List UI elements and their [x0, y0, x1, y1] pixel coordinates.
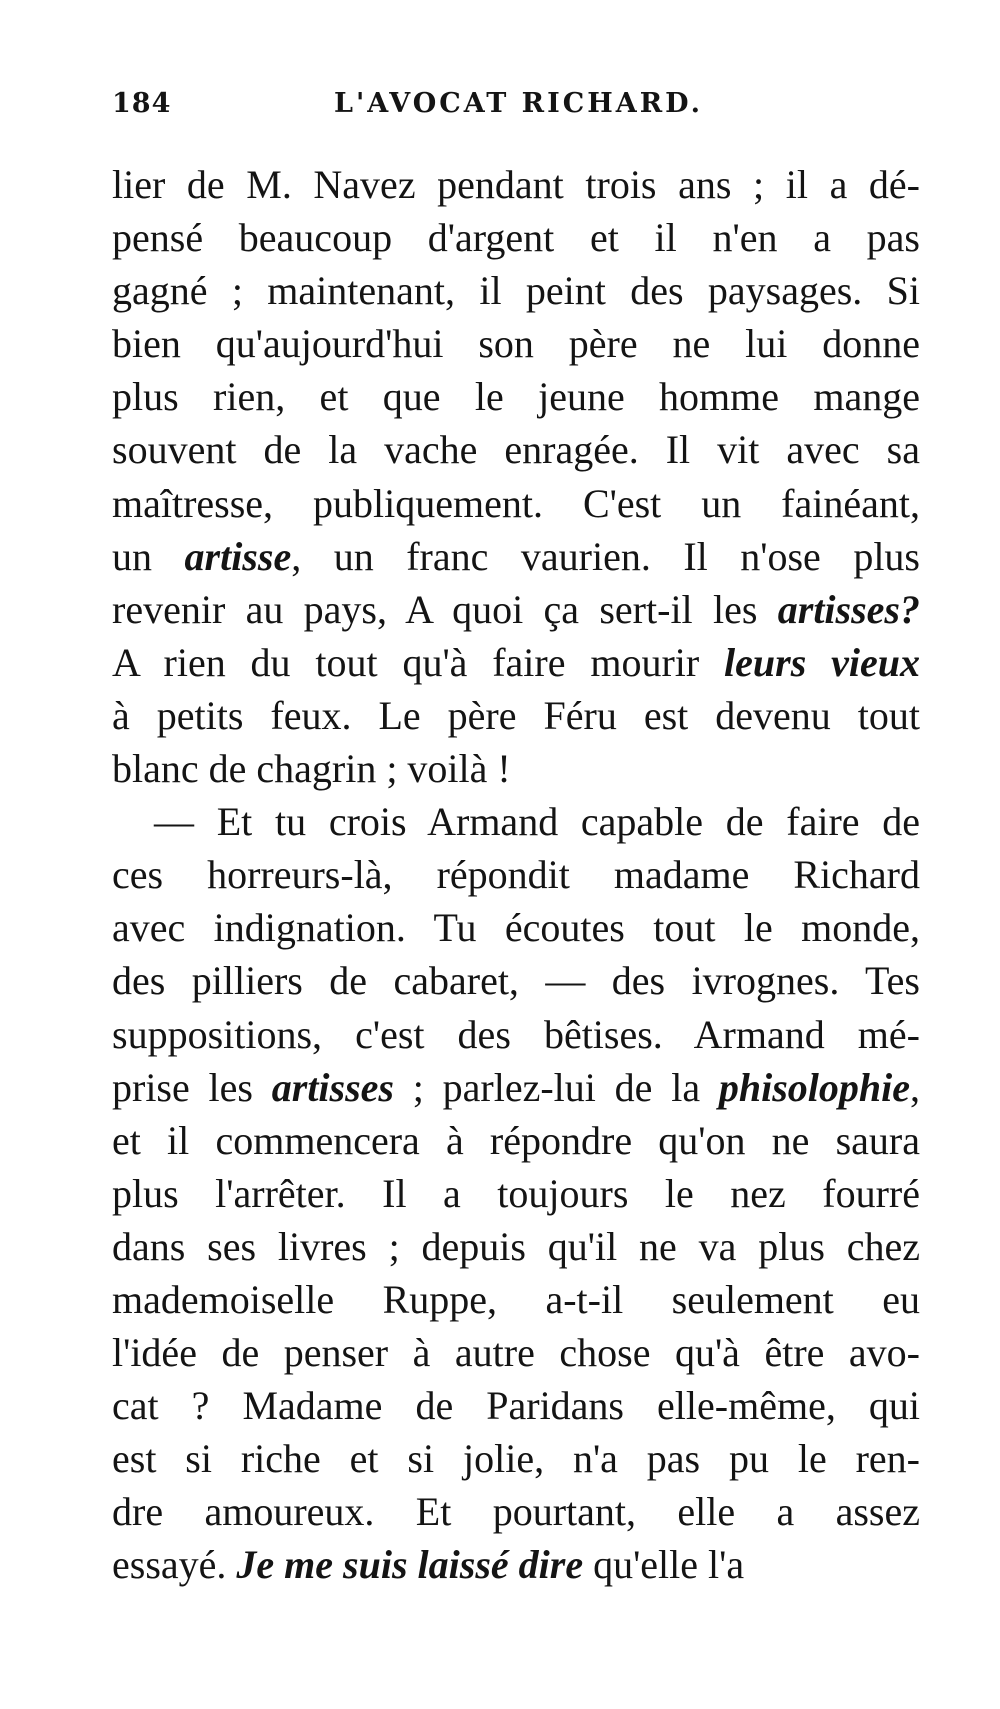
text-segment: suppositions, c'est des bêtises. Armand mé- — [112, 1011, 920, 1057]
italic-text: phisolophie — [718, 1064, 911, 1110]
text-line — [112, 370, 920, 423]
text-segment: et il commencera à répondre qu'on ne saura — [112, 1117, 920, 1163]
text-line — [112, 795, 920, 848]
text-line — [112, 1167, 920, 1220]
text-line — [112, 423, 920, 476]
text-segment: des pilliers de cabaret, — des ivrognes. Tes — [112, 958, 920, 1004]
text-segment: lier de M. Navez pendant trois ans ; il a dé- — [112, 162, 920, 207]
text-line — [112, 1061, 920, 1114]
text-line — [112, 211, 920, 264]
text-segment: essayé. — [112, 1542, 237, 1588]
text-line — [112, 264, 920, 317]
text-line — [112, 1008, 920, 1061]
italic-text: artisses — [271, 1064, 394, 1110]
text-segment: ces horreurs-là, répondit madame Richard — [112, 852, 920, 898]
italic-text: leurs vieux — [724, 639, 920, 685]
text-line — [112, 689, 920, 742]
text-line — [112, 742, 920, 795]
text-line — [112, 1326, 920, 1379]
text-segment: souvent de la vache enragée. Il vit avec sa — [112, 427, 920, 473]
text-segment: à petits feux. Le père Féru est devenu tout — [112, 692, 920, 738]
body-text — [112, 158, 920, 1592]
text-line — [112, 636, 920, 689]
page-number: 184 — [112, 88, 172, 119]
text-segment: l'idée de penser à autre chose qu'à être avo- — [112, 1330, 920, 1376]
text-line — [112, 954, 920, 1007]
text-segment: cat ? Madame de Paridans elle-même, qui — [112, 1383, 920, 1429]
text-segment: , — [910, 1064, 920, 1110]
text-segment: maîtresse, publiquement. C'est un fainéant, — [112, 480, 920, 526]
text-line — [112, 1379, 920, 1432]
text-line — [112, 158, 920, 211]
text-segment: plus rien, et que le jeune homme mange — [112, 374, 920, 420]
running-title: L'AVOCAT RICHARD. — [334, 88, 703, 119]
text-segment: gagné ; maintenant, il peint des paysages. Si — [112, 268, 920, 314]
text-line — [112, 1538, 920, 1591]
text-segment: dre amoureux. Et pourtant, elle a assez — [112, 1489, 920, 1535]
text-line — [112, 317, 920, 370]
text-line — [112, 477, 920, 530]
text-line — [112, 530, 920, 583]
text-segment: , un franc vaurien. Il n'ose plus — [291, 533, 920, 579]
text-segment: ; parlez-lui de la — [394, 1064, 719, 1110]
text-segment: revenir au pays, A quoi ça sert-il les — [112, 586, 778, 632]
text-segment: mademoiselle Ruppe, a-t-il seulement eu — [112, 1276, 920, 1322]
running-head — [112, 88, 920, 128]
text-line — [112, 1273, 920, 1326]
text-segment: est si riche et si jolie, n'a pas pu le ren- — [112, 1436, 920, 1482]
text-segment: qu'elle l'a — [583, 1542, 745, 1588]
text-line — [112, 583, 920, 636]
text-line — [112, 1114, 920, 1167]
text-segment: un — [112, 533, 185, 579]
text-segment: plus l'arrêter. Il a toujours le nez fourré — [112, 1170, 920, 1216]
text-segment: prise les — [112, 1064, 272, 1110]
text-segment: bien qu'aujourd'hui son père ne lui donne — [112, 321, 920, 367]
text-line — [112, 848, 920, 901]
text-line — [112, 1432, 920, 1485]
text-line — [112, 1220, 920, 1273]
text-segment: dans ses livres ; depuis qu'il ne va plus chez — [112, 1223, 920, 1269]
text-line — [112, 901, 920, 954]
text-segment: blanc de chagrin ; voilà ! — [112, 746, 511, 792]
italic-text: artisses? — [777, 586, 920, 632]
text-segment: — Et tu crois Armand capable de faire de — [154, 799, 920, 845]
text-segment: A rien du tout qu'à faire mourir — [112, 639, 725, 685]
text-segment: pensé beaucoup d'argent et il n'en a pas — [112, 215, 920, 261]
italic-text: Je me suis laissé dire — [236, 1542, 584, 1588]
text-line — [112, 1485, 920, 1538]
text-segment: avec indignation. Tu écoutes tout le monde, — [112, 905, 920, 951]
italic-text: artisse — [184, 533, 292, 579]
